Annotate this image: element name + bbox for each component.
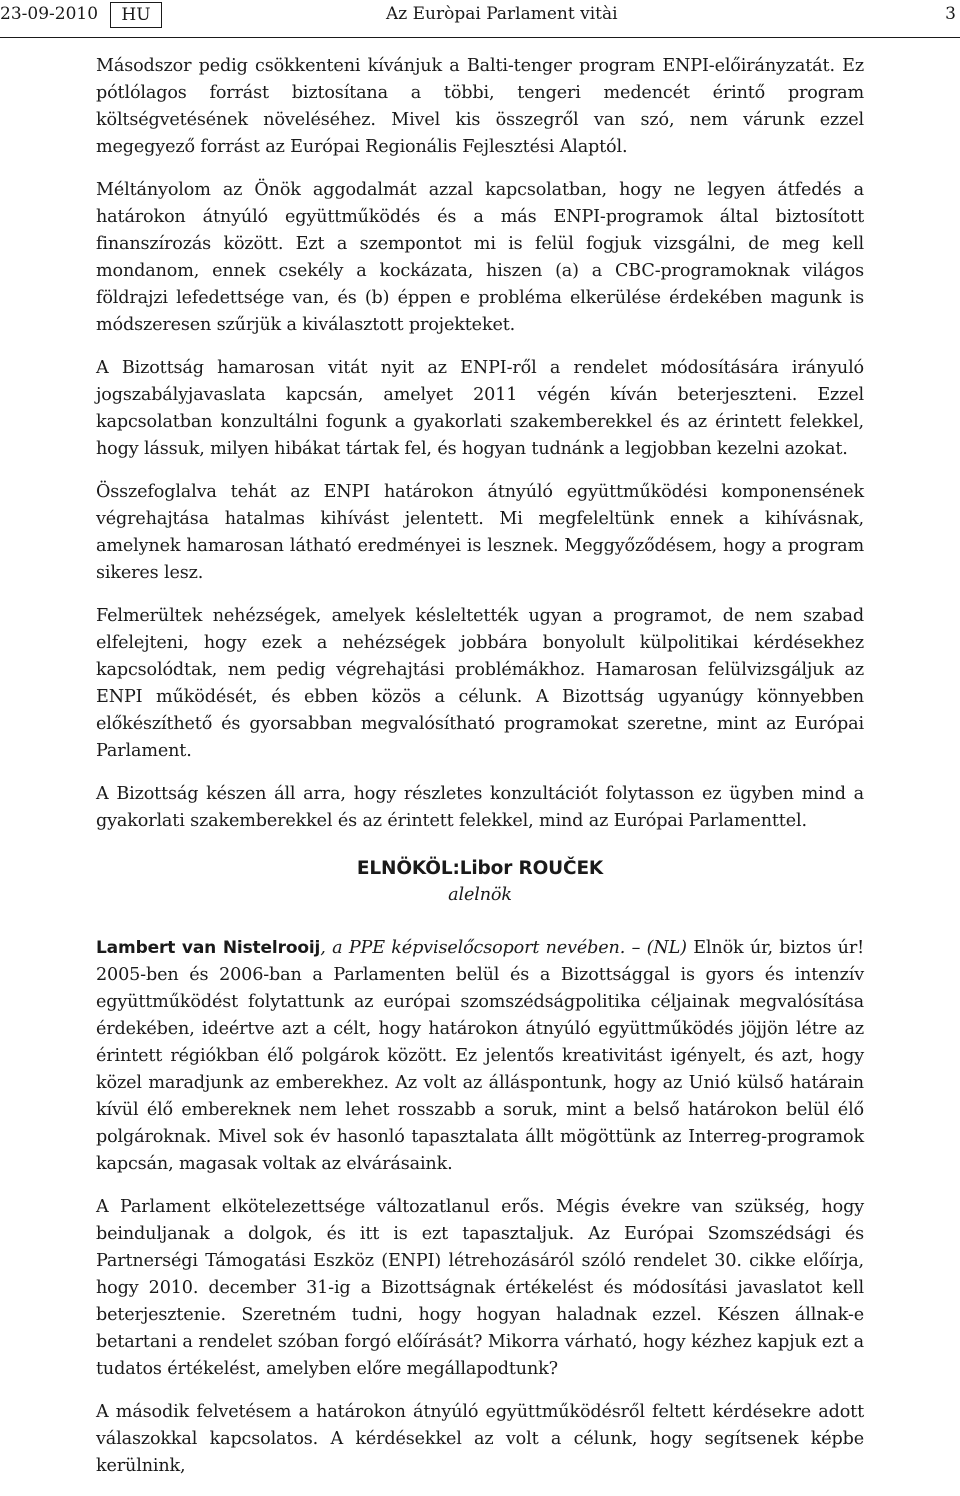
paragraph: Felmerültek nehézségek, amelyek késleltették ugyan a programot, de nem szabad elfelejteni, hogy ezek a nehézségek jobbára bonyolult külpolitikai kérdésekhez kapcsolódtak, nem pedig végrehajtási problémákhoz. Hamarosan felülvizsgáljuk az ENPI működését, és ebben közös a célunk. A Bizottság ugyanúgy könnyebben előkészíthető és gyorsabban megvalósítható programokat szeretne, mint az Európai Parlament. xyxy=(96,606,864,761)
document-body xyxy=(96,53,864,1496)
paragraph: A Bizottság készen áll arra, hogy részletes konzultációt folytasson ez ügyben mind a gyakorlati szakemberekkel és az érintett felekkel, mind az Európai Parlamenttel. xyxy=(96,784,864,831)
header-title: Az Euròpai Parlament vitài xyxy=(386,4,618,24)
paragraph: A Parlament elkötelezettsége változatlanul erős. Mégis évekre van szükség, hogy beinduljanak a dolgok, és itt is ezt tapasztaljuk. Az Európai Szomszédsági és Partnerségi Támogatási Eszköz (ENPI) létrehozásáról szóló rendelet 30. cikke előírja, hogy 2010. december 31-ig a Bizottságnak értékelést és módosítási javaslatot kell beterjesztenie. Szeretném tudni, hogy hogyan haladnak ezzel. Készen állnak-e betartani a rendelet szóban forgó előírását? Mikorra várható, hogy kézhez kapjuk ezt a tudatos értékelést, amelyben előre megállapodtunk? xyxy=(96,1197,864,1379)
header-date: 23-09-2010 xyxy=(0,4,99,24)
paragraph: Méltányolom az Önök aggodalmát azzal kapcsolatban, hogy ne legyen átfedés a határokon átnyúló együttműködés és a más ENPI-programok által biztosított finanszírozás között. Ezt a szempontot mi is felül fogjuk vizsgálni, de meg kell mondanom, ennek csekély a kockázata, hiszen (a) a CBC-programoknak világos földrajzi lefedettsége van, és (b) éppen e probléma elkerülése érdekében magunk is módszeresen szűrjük a kiválasztott projekteket. xyxy=(96,180,864,335)
page-number: 3 xyxy=(945,4,956,24)
language-badge: HU xyxy=(110,2,162,28)
chair-name: ELNÖKÖL:Libor ROUČEK xyxy=(356,858,604,879)
speaker-group: , a PPE képviselőcsoport nevében. xyxy=(320,938,626,958)
chair-role: alelnök xyxy=(448,885,512,905)
speech-opening xyxy=(96,935,864,1178)
paragraph: Másodszor pedig csökkenteni kívánjuk a Balti-tenger program ENPI-előirányzatát. Ez pótlólagos forrást biztosítana a többi, tengeri medencét érintő program költségvetésének növeléséhez. Mivel kis összegről van szó, nem várunk ezzel megegyező forrást az Európai Regionális Fejlesztési Alaptól. xyxy=(96,56,864,157)
chair-heading xyxy=(96,855,864,909)
speech-text: Elnök úr, biztos úr! 2005-ben és 2006-ban a Parlamenten belül és a Bizottsággal is gyors és intenzív együttműködést folytattunk az európai szomszédságpolitika céljainak megvalósítása érdekében, ideértve azt a célt, hogy határokon átnyúló együttműködés jöjjön létre az érintett régiókban élő polgárok között. Ez jelentős kreativitást igényelt, és azt, hogy közel maradjunk az emberekhez. Az volt az álláspontunk, hogy az Unió külső határain kívül élő embereknek nem lehet rosszabb a soruk, mint a belső határokon belül élő polgároknak. Mivel sok év hasonló tapasztalata állt mögöttünk az Interreg-programok kapcsán, magasak voltak az elvárásaink. xyxy=(96,938,864,1174)
speaker-name: Lambert van Nistelrooij xyxy=(96,938,321,958)
paragraph: A Bizottság hamarosan vitát nyit az ENPI-ről a rendelet módosítására irányuló jogszabályjavaslata kapcsán, amelyet 2011 végén kíván beterjeszteni. Ezzel kapcsolatban konzultálni fogunk a gyakorlati szakemberekkel és az érintett felekkel, hogy lássuk, milyen hibákat tártak fel, és hogyan tudnánk a legjobban kezelni azokat. xyxy=(96,358,864,459)
paragraph: A második felvetésem a határokon átnyúló együttműködésről feltett kérdésekre adott válaszokkal kapcsolatos. A kérdésekkel az volt a célunk, hogy segítsenek képbe kerülnink, xyxy=(96,1402,864,1476)
paragraph: Összefoglalva tehát az ENPI határokon átnyúló együttműködési komponensének végrehajtása hatalmas kihívást jelentett. Mi megfeleltünk ennek a kihívásnak, amelynek hamarosan látható eredményei is lesznek. Meggyőződésem, hogy a program sikeres lesz. xyxy=(96,482,864,583)
page-header xyxy=(0,0,960,38)
language-note: – (NL) xyxy=(625,938,694,958)
